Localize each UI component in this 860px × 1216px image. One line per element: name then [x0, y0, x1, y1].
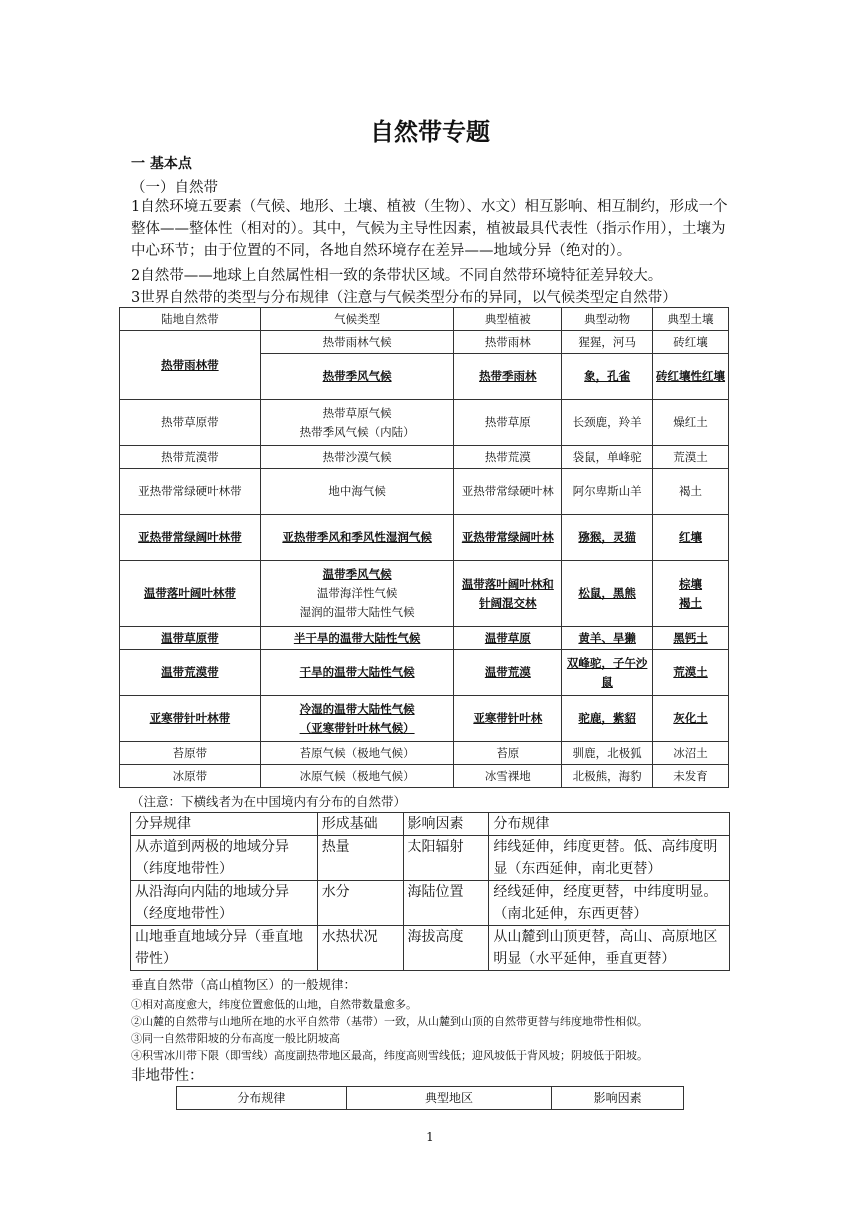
table-cell: 荒漠土 [653, 446, 729, 469]
cell-line: 热带草原气候 [322, 405, 392, 420]
table-header: 影响因素 [552, 1087, 684, 1110]
subsection-heading: （一）自然带 [131, 180, 218, 196]
table-cell: 温带落叶阔叶林和针阔混交林 [454, 561, 562, 627]
table-cell: 地中海气候 [260, 469, 454, 515]
table-cell: 苔原 [454, 742, 562, 765]
table-cell: 袋鼠，单峰驼 [562, 446, 653, 469]
table-row [120, 446, 729, 469]
rule-item: ④积雪冰川带下限（即雪线）高度副热带地区最高，纬度高则雪线低；迎风坡低于背风坡；阴坡低于阳坡。 [131, 1049, 648, 1062]
table-cell: 燥红土 [653, 400, 729, 446]
nonzonal-heading: 非地带性： [131, 1068, 204, 1084]
table-cell: 亚热带常绿硬叶林 [454, 469, 562, 515]
table-cell: 砖红壤性红壤 [653, 354, 729, 400]
table-header: 分布规律 [489, 813, 730, 836]
table-cell: 温带落叶阔叶林带 [120, 561, 261, 627]
table-cell: 热带季风气候 [260, 354, 454, 400]
table-header: 分布规律 [177, 1087, 347, 1110]
table-cell: 黄羊、旱獭 [562, 627, 653, 650]
table-row [120, 469, 729, 515]
table-cell: 猕猴，灵猫 [562, 515, 653, 561]
table-cell: 经线延伸，经度更替，中纬度明显。（南北延伸，东西更替） [489, 881, 730, 926]
table-cell: 松鼠，黑熊 [562, 561, 653, 627]
table-cell: 冰原带 [120, 765, 261, 788]
table-header: 气候类型 [260, 308, 454, 331]
table-cell: 亚热带季风和季风性湿润气候 [260, 515, 454, 561]
table-cell: 热量 [317, 836, 403, 881]
rule-item: ③同一自然带阳坡的分布高度一般比阴坡高 [131, 1032, 340, 1045]
table-header-row [120, 308, 729, 331]
table-cell: 双峰驼，子午沙鼠 [562, 650, 653, 696]
table-cell: 从山麓到山顶更替，高山、高原地区明显（水平延伸，垂直更替） [489, 926, 730, 971]
natural-zone-table [119, 307, 729, 788]
table-cell [260, 696, 454, 742]
table-header: 陆地自然带 [120, 308, 261, 331]
table-cell: 北极熊，海豹 [562, 765, 653, 788]
table-cell: 砖红壤 [653, 331, 729, 354]
table-cell: 热带季雨林 [454, 354, 562, 400]
table-cell [260, 400, 454, 446]
table-cell: 半干旱的温带大陆性气候 [260, 627, 454, 650]
cell-line: 棕壤 [679, 576, 703, 591]
paragraph-3: 3世界自然带的类型与分布规律（注意与气候类型分布的异同，以气候类型定自然带） [131, 290, 677, 306]
table-cell: 温带荒漠 [454, 650, 562, 696]
table-row [120, 696, 729, 742]
table-cell: 热带草原带 [120, 400, 261, 446]
table-cell: 热带沙漠气候 [260, 446, 454, 469]
paragraph-2: 2自然带——地球上自然属性相一致的条带状区域。不同自然带环境特征差异较大。 [131, 268, 663, 284]
table-cell: 热带草原 [454, 400, 562, 446]
table-header: 典型土壤 [653, 308, 729, 331]
cell-line: 温带海洋性气候 [316, 586, 398, 600]
table-cell: 太阳辐射 [403, 836, 489, 881]
table-cell: 冰原气候（极地气候） [260, 765, 454, 788]
table-cell: 纬线延伸，纬度更替。低、高纬度明显（东西延伸，南北更替） [489, 836, 730, 881]
table-header: 影响因素 [403, 813, 489, 836]
vertical-zone-heading: 垂直自然带（高山植物区）的一般规律： [131, 977, 357, 992]
table-cell: 海拔高度 [403, 926, 489, 971]
table-cell: 驼鹿，紫貂 [562, 696, 653, 742]
table-header: 典型植被 [454, 308, 562, 331]
table-cell: 热带荒漠 [454, 446, 562, 469]
table-header: 典型地区 [346, 1087, 552, 1110]
table-cell: 未发育 [653, 765, 729, 788]
table-cell: 温带草原 [454, 627, 562, 650]
table-cell: 黑钙土 [653, 627, 729, 650]
table-cell: 亚寒带针叶林 [454, 696, 562, 742]
table-cell: 亚热带常绿硬叶林带 [120, 469, 261, 515]
table-cell: 海陆位置 [403, 881, 489, 926]
table-cell: 象，孔雀 [562, 354, 653, 400]
table-cell: 热带雨林气候 [260, 331, 454, 354]
cell-line: 褐土 [679, 595, 703, 610]
table-header: 典型动物 [562, 308, 653, 331]
paragraph-1: 1自然环境五要素（气候、地形、土壤、植被（生物）、水文）相互影响、相互制约，形成一个整体——整体性（相对的）。其中，气候为主导性因素，植被最具代表性（指示作用），土壤为中心环节；由于位置的不同，各地自然环境存在差异——地域分异（绝对的）。 [131, 199, 728, 259]
table-cell: 灰化土 [653, 696, 729, 742]
table-row [120, 515, 729, 561]
table-cell: 冰沼土 [653, 742, 729, 765]
cell-line: 温带季风气候 [322, 567, 392, 581]
table-cell: 从赤道到两极的地域分异（纬度地带性） [131, 836, 318, 881]
table-row [120, 400, 729, 446]
page-number: 1 [426, 1130, 434, 1144]
table-note: （注意：下横线者为在中国境内有分布的自然带） [131, 794, 407, 809]
cell-line: 热带季风气候（内陆） [299, 424, 415, 439]
table-header-row [131, 813, 730, 836]
table-cell: 亚寒带针叶林带 [120, 696, 261, 742]
table-header: 形成基础 [317, 813, 403, 836]
table-cell: 热带雨林 [454, 331, 562, 354]
table-cell: 山地垂直地域分异（垂直地带性） [131, 926, 318, 971]
cell-line: （亚寒带针叶林气候） [299, 720, 415, 735]
table-cell [260, 561, 454, 627]
section-heading: 一 基本点 [131, 156, 192, 172]
table-header: 分异规律 [131, 813, 318, 836]
table-cell: 苔原带 [120, 742, 261, 765]
table-cell: 猩猩，河马 [562, 331, 653, 354]
table-cell: 阿尔卑斯山羊 [562, 469, 653, 515]
table-cell: 荒漠土 [653, 650, 729, 696]
table-row [131, 926, 730, 971]
table-cell: 亚热带常绿阔叶林带 [120, 515, 261, 561]
table-cell: 水热状况 [317, 926, 403, 971]
table-cell: 热带荒漠带 [120, 446, 261, 469]
table-cell: 温带草原带 [120, 627, 261, 650]
rule-item: ②山麓的自然带与山地所在地的水平自然带（基带）一致，从山麓到山顶的自然带更替与纬度地带性相似。 [131, 1015, 648, 1028]
page-title: 自然带专题 [370, 118, 490, 146]
table-row [120, 650, 729, 696]
table-row [131, 881, 730, 926]
table-cell: 苔原气候（极地气候） [260, 742, 454, 765]
table-row [131, 836, 730, 881]
rule-item: ①相对高度愈大，纬度位置愈低的山地，自然带数量愈多。 [131, 998, 417, 1011]
table-cell: 温带荒漠带 [120, 650, 261, 696]
table-row [120, 561, 729, 627]
table-header-row [177, 1087, 684, 1110]
table-cell: 驯鹿，北极狐 [562, 742, 653, 765]
cell-line: 湿润的温带大陆性气候 [299, 605, 415, 619]
table-row [120, 742, 729, 765]
table-cell [653, 561, 729, 627]
table-cell: 热带雨林带 [120, 331, 261, 400]
table-cell: 水分 [317, 881, 403, 926]
table-cell: 干旱的温带大陆性气候 [260, 650, 454, 696]
table-row [120, 765, 729, 788]
table-cell: 褐土 [653, 469, 729, 515]
table-cell: 红壤 [653, 515, 729, 561]
nonzonal-table [176, 1086, 684, 1110]
cell-line: 冷湿的温带大陆性气候 [299, 701, 415, 716]
table-cell: 从沿海向内陆的地域分异（经度地带性） [131, 881, 318, 926]
zonation-table [130, 812, 730, 971]
table-cell: 冰雪裸地 [454, 765, 562, 788]
table-row [120, 331, 729, 354]
table-cell: 亚热带常绿阔叶林 [454, 515, 562, 561]
table-cell: 长颈鹿，羚羊 [562, 400, 653, 446]
table-row [120, 627, 729, 650]
